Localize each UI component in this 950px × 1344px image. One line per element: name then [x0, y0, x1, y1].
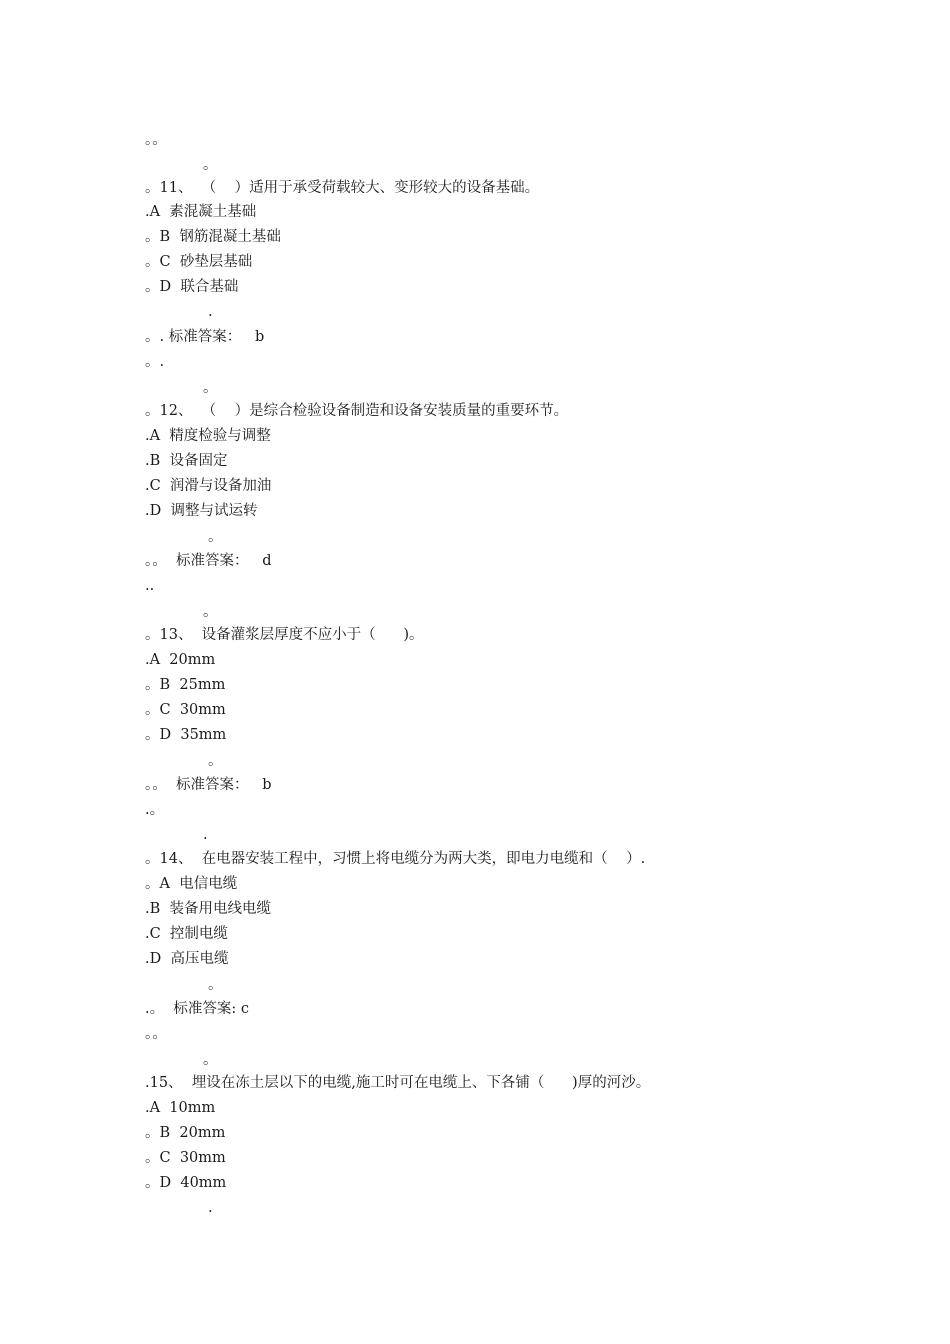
q13-option-b: 。B 25mm [145, 677, 226, 693]
q14-option-c: .C 控制电缆 [145, 926, 228, 942]
q12-option-d: .D 调整与试运转 [145, 503, 258, 519]
question-12: 。12、 （ ）是综合检验设备制造和设备安装质量的重要环节。 [145, 403, 569, 419]
question-14: 。14、 在电器安装工程中，习惯上将电缆分为两大类，即电力电缆和（ ）. [145, 851, 646, 867]
q12-option-b: .B 设备固定 [145, 453, 228, 469]
q15-option-d: 。D 40mm [145, 1175, 227, 1191]
q15-option-a: .A 10mm [145, 1100, 216, 1116]
q13-answer: 。。 标准答案： b [145, 777, 272, 793]
question-15: .15、 埋设在冻土层以下的电缆,施工时可在电缆上、下各铺（ )厚的河沙。 [145, 1075, 651, 1091]
q13-option-a: .A 20mm [145, 652, 216, 668]
spacer-line: 。 [208, 529, 223, 545]
q15-option-b: 。B 20mm [145, 1125, 226, 1141]
spacer-line: 。。 [145, 132, 167, 148]
spacer-line: 。. [145, 354, 165, 370]
q14-answer: .。 标准答案: c [145, 1001, 249, 1017]
spacer-line: .。 [145, 802, 165, 818]
question-13: 。13、 设备灌浆层厚度不应小于（ )。 [145, 627, 424, 643]
q11-option-b: 。B 钢筋混凝土基础 [145, 229, 281, 245]
question-11: 。11、 （ ）适用于承受荷载较大、变形较大的设备基础。 [145, 180, 540, 196]
q14-option-b: .B 装备用电线电缆 [145, 901, 271, 917]
q13-option-d: 。D 35mm [145, 727, 227, 743]
q11-answer: 。. 标准答案： b [145, 329, 265, 345]
q12-answer: 。。 标准答案： d [145, 553, 272, 569]
q12-option-c: .C 润滑与设备加油 [145, 478, 272, 494]
q13-option-c: 。C 30mm [145, 702, 226, 718]
q12-option-a: .A 精度检验与调整 [145, 428, 271, 444]
spacer-line: 。 [203, 604, 218, 620]
spacer-line: 。 [203, 1052, 218, 1068]
q14-option-a: 。A 电信电缆 [145, 876, 238, 892]
spacer-line: 。。 [145, 1026, 167, 1042]
q11-option-c: 。C 砂垫层基础 [145, 254, 253, 270]
spacer-line: . [203, 827, 208, 843]
spacer-line: 。 [203, 380, 218, 396]
spacer-line: .. [145, 578, 155, 594]
spacer-line: 。 [208, 753, 223, 769]
spacer-line: . [208, 304, 213, 320]
q11-option-d: 。D 联合基础 [145, 279, 239, 295]
spacer-line: . [208, 1200, 213, 1216]
q11-option-a: .A 素混凝土基础 [145, 204, 257, 220]
q14-option-d: .D 高压电缆 [145, 951, 229, 967]
spacer-line: 。 [203, 157, 218, 173]
q15-option-c: 。C 30mm [145, 1150, 226, 1166]
spacer-line: 。 [208, 977, 223, 993]
